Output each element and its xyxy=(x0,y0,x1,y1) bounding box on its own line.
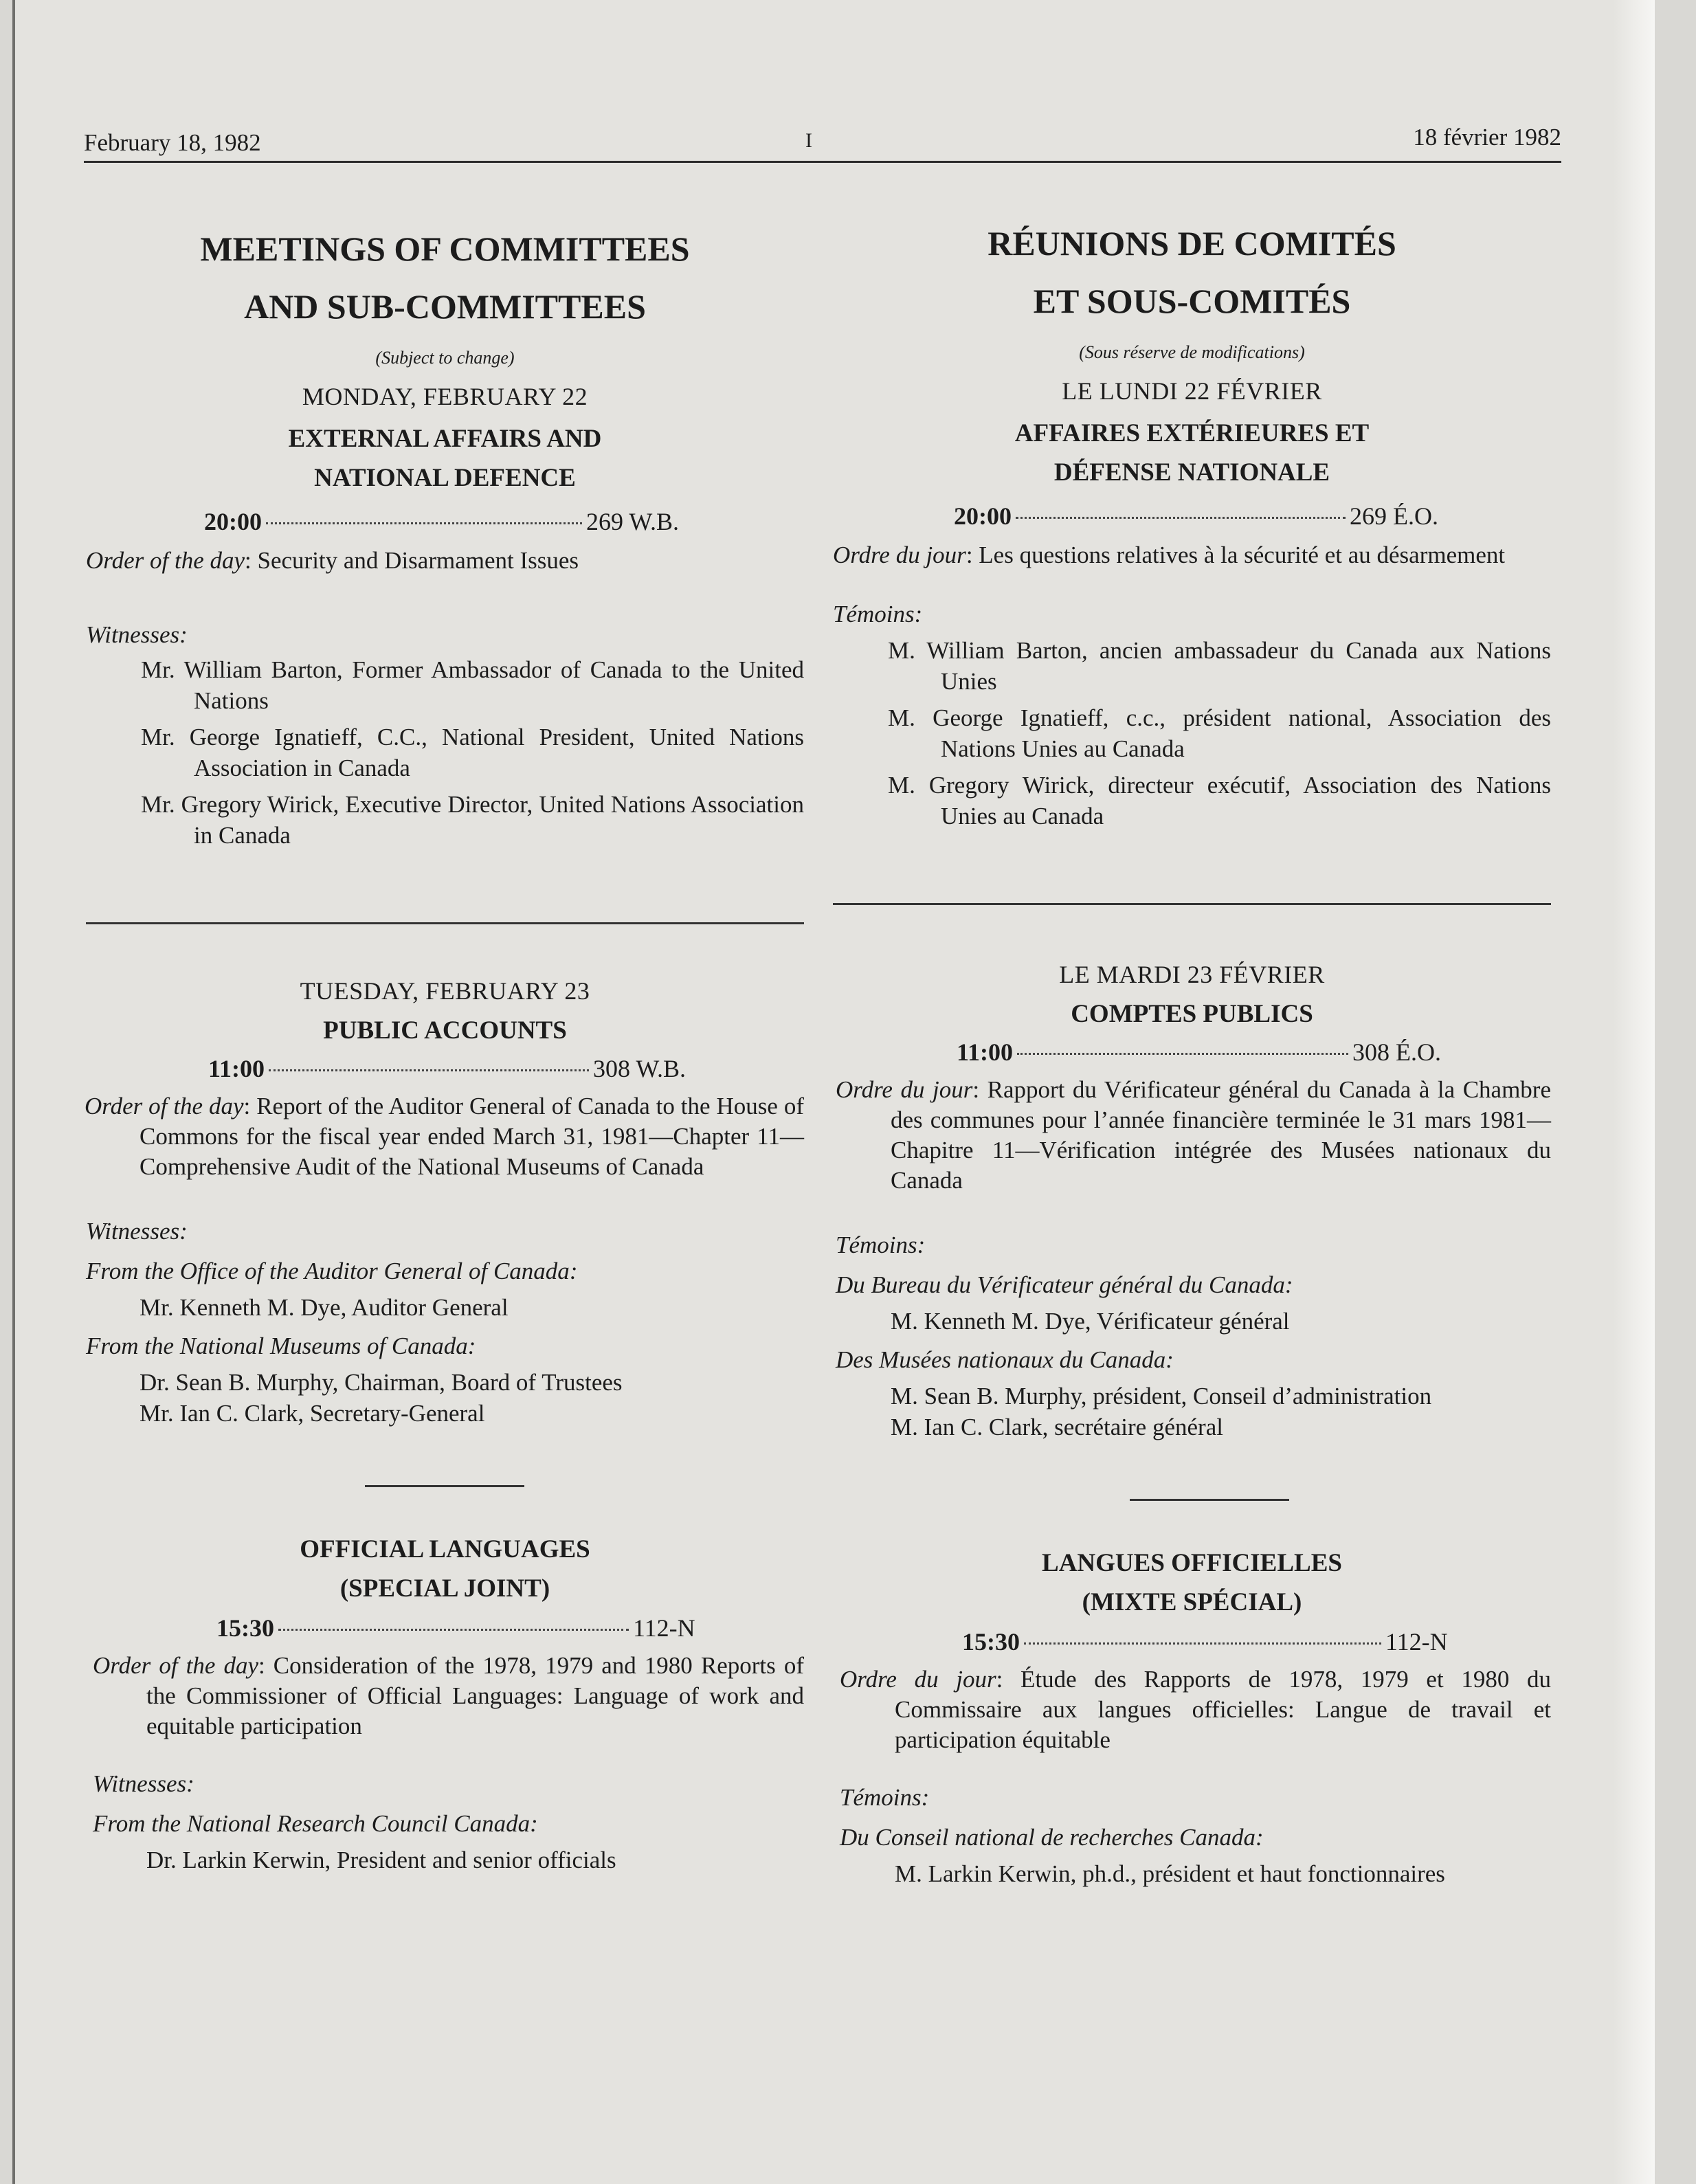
meeting-time-room xyxy=(954,502,1524,531)
official-languages-committee xyxy=(833,1544,1551,1622)
french-title xyxy=(833,214,1551,330)
meeting-time-room xyxy=(216,1614,787,1642)
order-label: Order of the day xyxy=(93,1652,258,1679)
meeting-room: 308 W.B. xyxy=(593,1055,687,1082)
witness-organization: From the National Research Council Canada: xyxy=(93,1810,538,1837)
order-text: : Étude des Rapports de 1978, 1979 et 1980 du Commissaire aux langues officielles: Langue de travail et participation équitable xyxy=(895,1666,1551,1753)
meeting-time: 20:00 xyxy=(204,508,262,535)
order-of-the-day xyxy=(833,1075,1551,1196)
french-subtitle: (Sous réserve de modifications) xyxy=(1079,342,1305,362)
witness-item: Mr. William Barton, Former Ambassador of Canada to the United Nations xyxy=(141,656,804,714)
english-title-line1: MEETINGS OF COMMITTEES xyxy=(200,230,690,268)
meeting-time: 15:30 xyxy=(962,1628,1020,1656)
committee-line1: LANGUES OFFICIELLES xyxy=(1042,1549,1342,1577)
meeting-time-room xyxy=(204,507,774,536)
order-label: Order of the day xyxy=(85,1093,244,1119)
meeting-room: 112-N xyxy=(633,1614,695,1642)
committee-line2: (MIXTE SPÉCIAL) xyxy=(1082,1588,1302,1616)
english-subtitle: (Subject to change) xyxy=(375,348,515,368)
page-edge xyxy=(1614,0,1655,2184)
dot-leader xyxy=(269,1069,589,1071)
meeting-time: 20:00 xyxy=(954,502,1012,530)
section-divider xyxy=(365,1485,524,1487)
order-label: Ordre du jour xyxy=(840,1666,996,1693)
external-affairs-committee xyxy=(86,419,804,498)
meeting-time-room xyxy=(208,1054,779,1083)
committee-line1: AFFAIRES EXTÉRIEURES ET xyxy=(1014,419,1370,447)
witness-person: Dr. Sean B. Murphy, Chairman, Board of Trustees xyxy=(140,1369,623,1396)
witness-item: M. Gregory Wirick, directeur exécutif, Association des Nations Unies au Canada xyxy=(888,772,1551,829)
dot-leader xyxy=(278,1629,629,1631)
witness-person: Dr. Larkin Kerwin, President and senior officials xyxy=(146,1847,616,1873)
order-label: Ordre du jour xyxy=(836,1076,973,1103)
order-of-the-day xyxy=(86,546,804,576)
committee-line1: EXTERNAL AFFAIRS AND xyxy=(288,425,602,453)
meeting-room: 269 É.O. xyxy=(1350,502,1438,530)
meeting-time-room xyxy=(957,1038,1527,1067)
committee-line2: (SPECIAL JOINT) xyxy=(339,1574,550,1603)
meeting-room: 308 É.O. xyxy=(1352,1038,1442,1066)
meeting-time: 11:00 xyxy=(208,1055,265,1082)
public-accounts-committee: PUBLIC ACCOUNTS xyxy=(323,1016,567,1045)
witness-person: M. Ian C. Clark, secrétaire général xyxy=(891,1414,1223,1440)
tuesday-heading: LE MARDI 23 FÉVRIER xyxy=(1059,961,1325,988)
meeting-room: 269 W.B. xyxy=(586,508,680,535)
meeting-time: 11:00 xyxy=(957,1038,1014,1066)
dot-leader xyxy=(1016,517,1346,519)
witness-organization: Du Bureau du Vérificateur général du Canada: xyxy=(836,1271,1293,1298)
monday-heading: LE LUNDI 22 FÉVRIER xyxy=(1062,377,1322,405)
witness-item: M. George Ignatieff, c.c., président national, Association des Nations Unies au Canada xyxy=(888,704,1551,762)
order-text: : Rapport du Vérificateur général du Canada à la Chambre des communes pour l’année financière terminée le 31 mars 1981—Chapitre 11—Vérification intégrée des Musées nationaux du Canada xyxy=(891,1076,1551,1194)
order-label: Order of the day xyxy=(86,547,245,574)
witness-person: M. Larkin Kerwin, ph.d., président et haut fonctionnaires xyxy=(895,1860,1445,1887)
witnesses-label: Witnesses: xyxy=(93,1770,194,1797)
meeting-time: 15:30 xyxy=(216,1614,274,1642)
meeting-room: 112-N xyxy=(1385,1628,1448,1656)
order-text: : Consideration of the 1978, 1979 and 1980 Reports of the Commissioner of Official Languages: Language of work and equitable participation xyxy=(146,1652,804,1739)
public-accounts-committee: COMPTES PUBLICS xyxy=(1071,1000,1313,1028)
french-title-line2: ET SOUS-COMITÉS xyxy=(1033,282,1351,320)
witness-organization: From the Office of the Auditor General of Canada: xyxy=(86,1258,578,1284)
order-of-the-day xyxy=(833,540,1551,570)
order-of-the-day xyxy=(833,1664,1551,1755)
order-text: : Report of the Auditor General of Canada to the House of Commons for the fiscal year ended March 31, 1981—Chapter 11—Comprehensive Audit of the National Museums of Canada xyxy=(140,1093,804,1180)
witnesses-label: Témoins: xyxy=(840,1784,930,1811)
witnesses-label: Témoins: xyxy=(836,1232,926,1258)
committee-line2: DÉFENSE NATIONALE xyxy=(1053,458,1330,487)
committee-line2: NATIONAL DEFENCE xyxy=(314,464,576,492)
witnesses-label: Witnesses: xyxy=(86,1218,188,1245)
monday-heading: MONDAY, FEBRUARY 22 xyxy=(302,383,588,410)
witness-person: M. Sean B. Murphy, président, Conseil d’administration xyxy=(891,1383,1432,1409)
witness-person: Mr. Ian C. Clark, Secretary-General xyxy=(140,1400,485,1427)
header-date-french: 18 février 1982 xyxy=(1413,124,1561,151)
order-text: : Les questions relatives à la sécurité et au désarmement xyxy=(966,542,1506,568)
committee-line1: OFFICIAL LANGUAGES xyxy=(300,1535,590,1563)
french-column xyxy=(833,214,1551,1889)
dot-leader xyxy=(1017,1053,1348,1055)
order-label: Ordre du jour xyxy=(833,542,966,568)
witnesses-label: Witnesses: xyxy=(86,621,188,648)
english-title xyxy=(86,220,804,335)
official-languages-committee xyxy=(86,1530,804,1608)
witness-item: M. William Barton, ancien ambassadeur du Canada aux Nations Unies xyxy=(888,637,1551,695)
witness-item: Mr. George Ignatieff, C.C., National President, United Nations Association in Canada xyxy=(141,724,804,781)
english-title-line2: AND SUB-COMMITTEES xyxy=(244,287,646,326)
header-date-english: February 18, 1982 xyxy=(84,129,261,156)
external-affairs-committee xyxy=(833,414,1551,492)
section-divider xyxy=(1130,1499,1289,1501)
tuesday-heading: TUESDAY, FEBRUARY 23 xyxy=(300,977,590,1005)
witness-organization: Des Musées nationaux du Canada: xyxy=(836,1346,1174,1373)
dot-leader xyxy=(266,522,582,524)
order-of-the-day xyxy=(86,1651,804,1741)
document-page xyxy=(12,0,1655,2184)
witness-organization: From the National Museums of Canada: xyxy=(86,1333,476,1359)
witness-person: Mr. Kenneth M. Dye, Auditor General xyxy=(140,1294,509,1321)
witness-item: Mr. Gregory Wirick, Executive Director, United Nations Association in Canada xyxy=(141,791,804,849)
section-divider xyxy=(833,903,1551,905)
order-of-the-day xyxy=(86,1091,804,1182)
page-header xyxy=(84,124,1561,163)
section-divider xyxy=(86,922,804,924)
witness-person: M. Kenneth M. Dye, Vérificateur général xyxy=(891,1308,1290,1335)
french-title-line1: RÉUNIONS DE COMITÉS xyxy=(988,224,1396,263)
meeting-time-room xyxy=(962,1627,1532,1656)
header-page-number: I xyxy=(805,129,812,152)
witnesses-label: Témoins: xyxy=(833,601,923,627)
witness-organization: Du Conseil national de recherches Canada: xyxy=(840,1824,1264,1851)
english-column xyxy=(86,220,804,1875)
dot-leader xyxy=(1024,1642,1381,1645)
order-text: : Security and Disarmament Issues xyxy=(245,547,579,574)
